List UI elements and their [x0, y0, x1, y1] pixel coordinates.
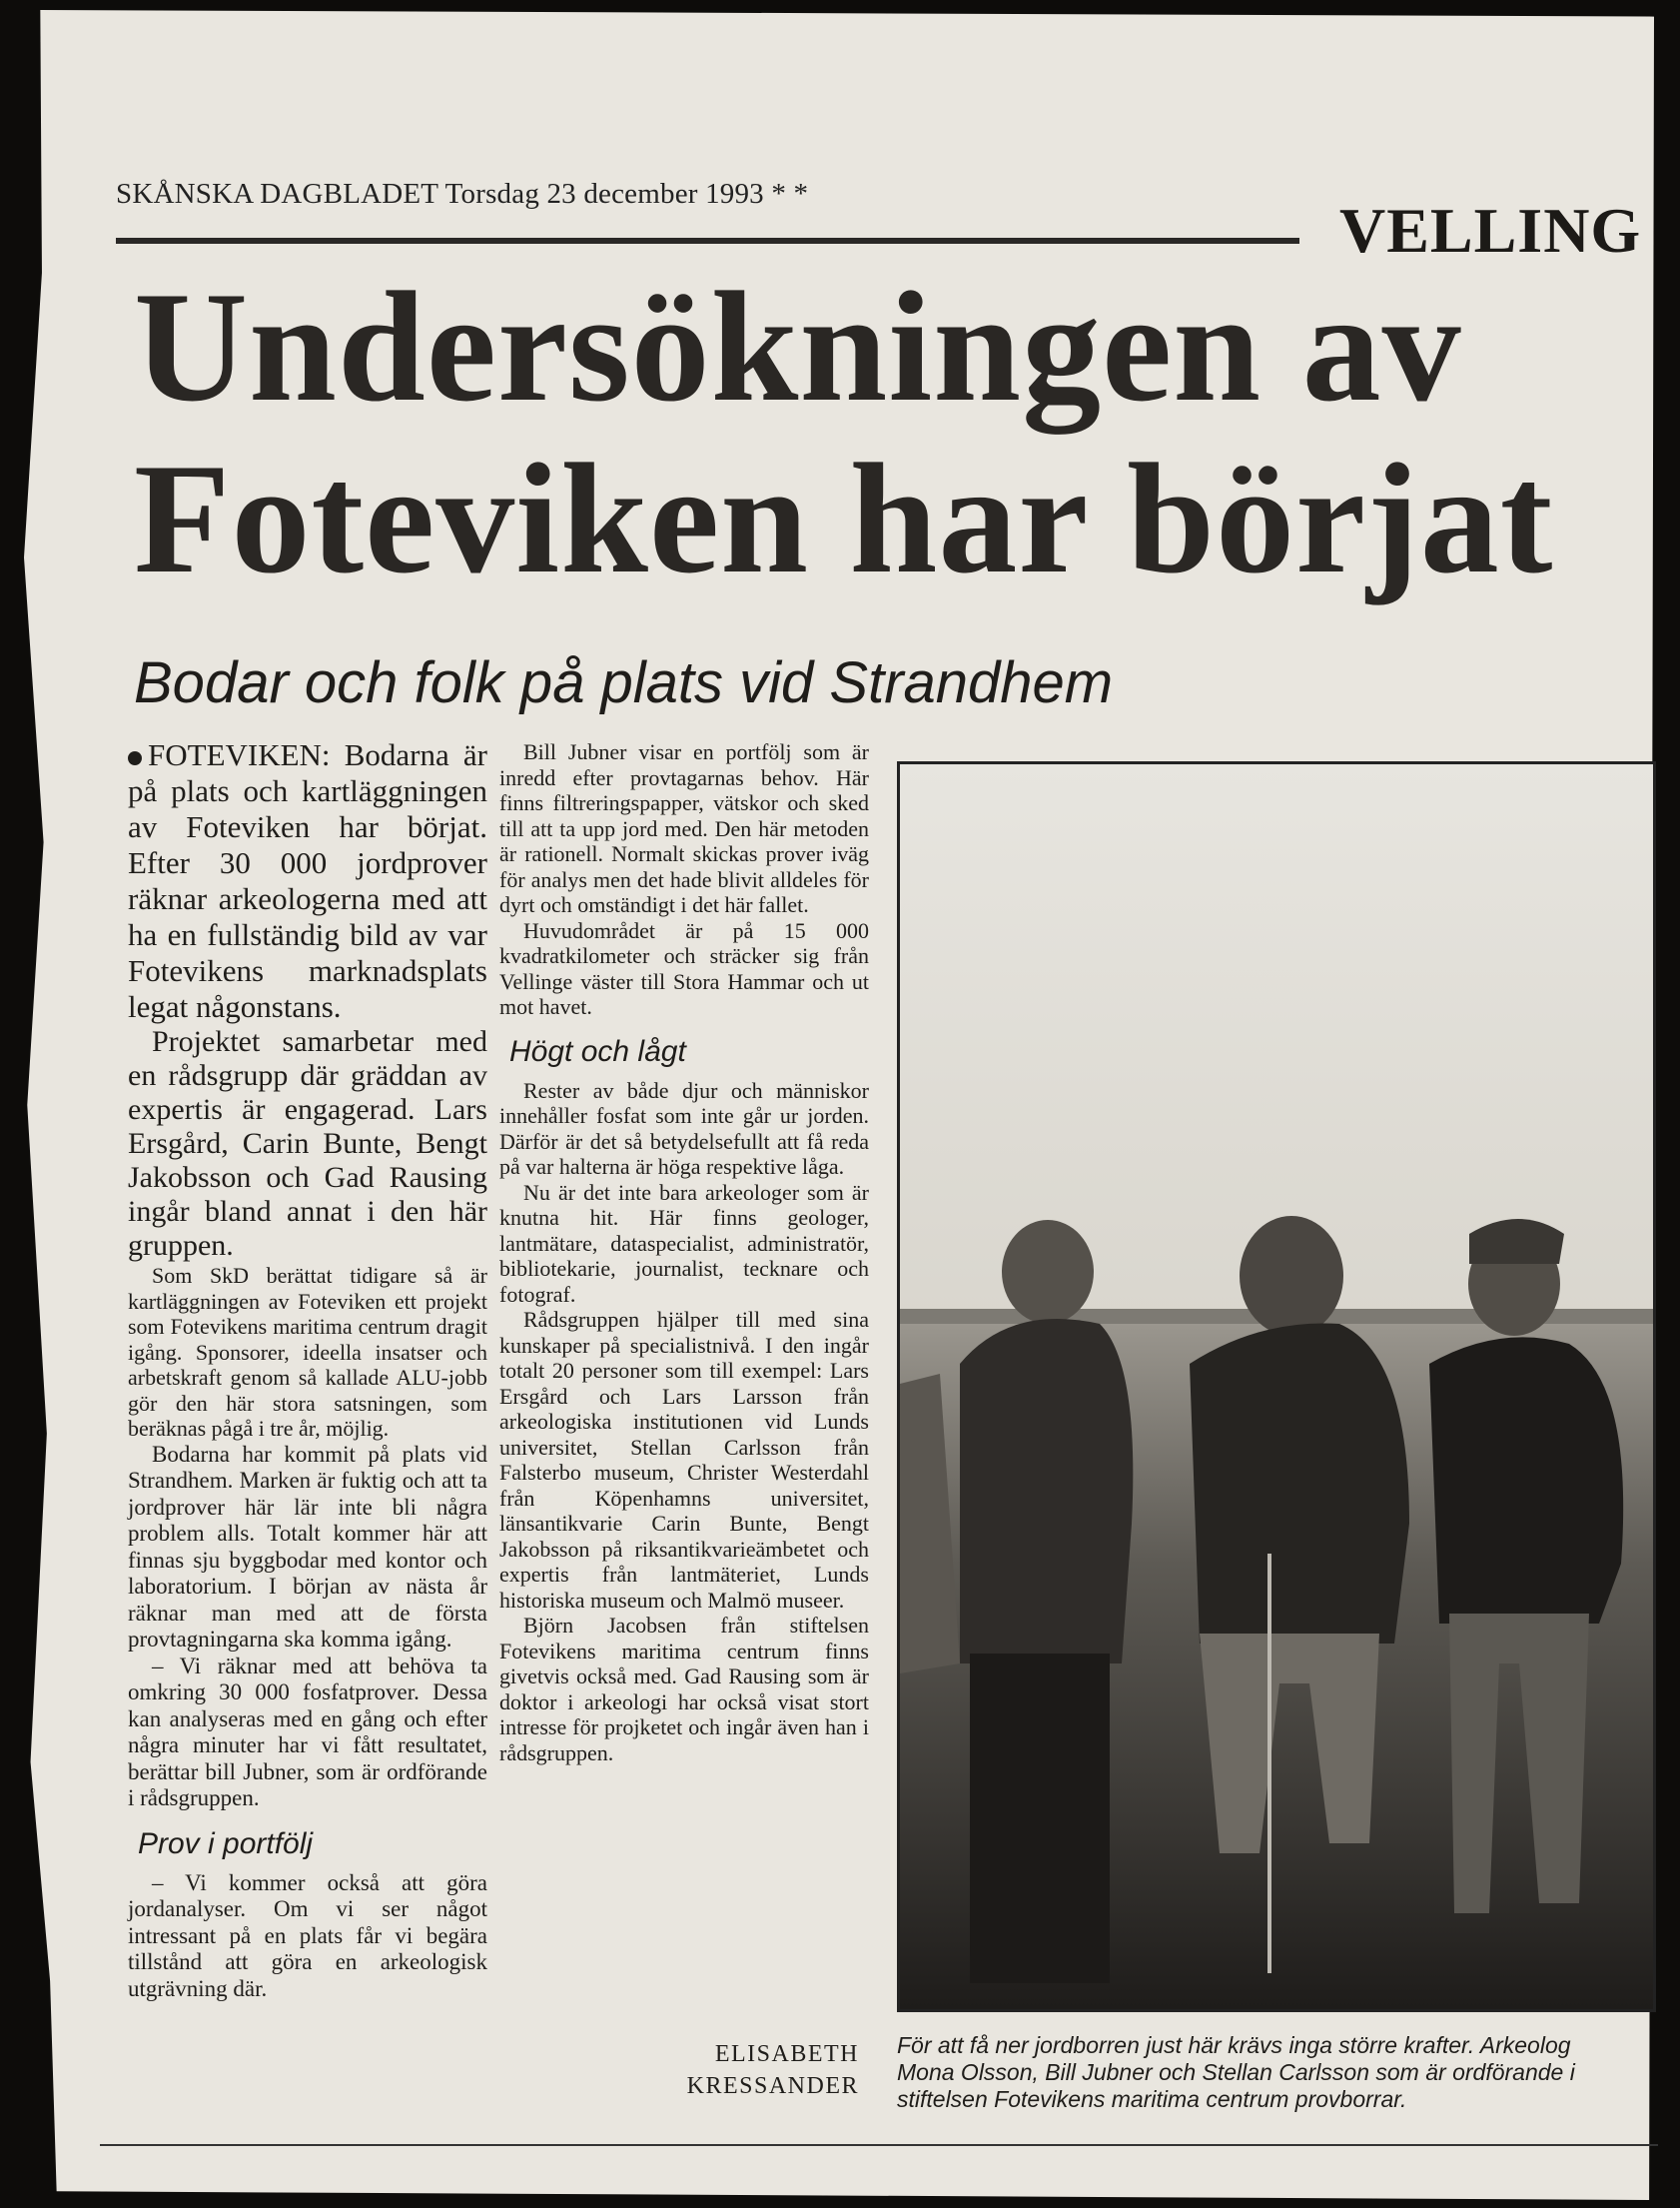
byline: [659, 2038, 859, 2102]
paragraph: Björn Jacobsen från stiftelsen Fotevikens maritima centrum finns givetvis också med. Gad Rausing som är doktor i arkeologi har också visat stort intresse för projketet och ingår även han i rådsgruppen.: [499, 1613, 869, 1765]
article-column-1: [128, 737, 487, 2002]
headline-line-1: Undersökningen av: [134, 260, 1462, 435]
paragraph: Bill Jubner visar en portfölj som är inredd efter provtagarnas behov. Här finns filtreringspapper, vätskor och sked till att ta upp jord med. Den här metoden är rationell. Normalt skickas prover iväg för analys men det hade blivit alldeles för dyrt och omständigt i det här fallet.: [499, 739, 869, 917]
paragraph: Nu är det inte bara arkeologer som är knutna hit. Här finns geologer, lantmätare, dataspecialist, administratör, bibliotekarie, journalist, tecknare och fotograf.: [499, 1179, 869, 1307]
section-subhead: Högt och lågt: [509, 1034, 686, 1068]
lead-paragraph: [128, 737, 487, 1025]
lead-text: FOTEVIKEN: Bodarna är på plats och kartläggningen av Foteviken har börjat. Efter 30 000 jordprover räknar arkeologerna med att ha en fullständig bild av var Fotevikens marknadsplats legat någonstans.: [128, 737, 487, 1024]
byline-first-name: ELISABETH: [714, 2041, 859, 2067]
bottom-rule: [100, 2144, 1658, 2146]
paragraph: Rådsgruppen hjälper till med sina kunskaper på specialistnivå. I den ingår totalt 20 personer som till exempel: Lars Ersgård och Lars Larsson från arkeologiska institutionen vid Lunds universitet, Stellan Carlsson från Falsterbo museum, Christer Westerdahl från Köpenhamns universitet, länsantikvarie Carin Bunte, Bengt Jakobsson på riksantikvarieämbetet och expertis från lantmäteriet, Lunds historiska museum och Malmö museer.: [499, 1307, 869, 1613]
paragraph: Projektet samarbetar med en rådsgrupp där gräddan av expertis är engagerad. Lars Ersgård, Carin Bunte, Bengt Jakobsson och Gad Rausing ingår bland annat i den här gruppen.: [128, 1025, 487, 1262]
news-photo: [897, 761, 1656, 2012]
paragraph: Bodarna har kommit på plats vid Strandhem. Marken är fuktig och att ta jordprover här lär inte bli några problem alls. Totalt kommer här att finnas sju byggbodar med kontor och laboratorium. I början av nästa år räknar man med att de första provtagningarna ska komma igång.: [128, 1441, 487, 1652]
headline-line-2: Foteviken har börjat: [134, 432, 1554, 606]
masthead-rule: [116, 238, 1299, 244]
paragraph: Som SkD berättat tidigare så är kartläggningen av Foteviken ett projekt som Fotevikens maritima centrum dragit igång. Sponsorer, ideella insatser och arbetskraft genom så kallade ALU-jobb gör den här stora satsningen, som beräknas pågå i tre år, möjlig.: [128, 1263, 487, 1441]
paragraph: Rester av både djur och människor innehåller fosfat som inte går ur jorden. Därför är det så betydelsefullt att få reda på var halterna är höga respektive låga.: [499, 1077, 869, 1179]
paragraph: Huvudområdet är på 15 000 kvadratkilometer och sträcker sig från Vellinge väster till Stora Hammar och ut mot havet.: [499, 917, 869, 1019]
section-tag: VELLING: [1339, 195, 1642, 266]
bullet-icon: [128, 751, 142, 765]
photo-caption: För att få ner jordborren just här krävs inga större krafter. Arkeolog Mona Olsson, Bill Jubner och Stellan Carlsson som är ordförande i stiftelsen Fotevikens maritima centrum provborrar.: [897, 2032, 1575, 2112]
paragraph: – Vi kommer också att göra jordanalyser. Om vi ser något intressant på en plats får vi begära tillstånd att göra en arkeologisk utgrävning där.: [128, 1869, 487, 2001]
masthead-row: [116, 178, 1654, 266]
article-column-2: [499, 739, 869, 1765]
section-subhead: Prov i portfölj: [138, 1826, 314, 1860]
headline: [134, 262, 1562, 605]
masthead: SKÅNSKA DAGBLADET Torsdag 23 december 1993 * *: [116, 178, 809, 210]
paragraph: – Vi räknar med att behöva ta omkring 30 000 fosfatprover. Dessa kan analyseras med en gång och efter några minuter har vi fått resultatet, berättar bill Jubner, som är ordförande i rådsgruppen.: [128, 1653, 487, 1810]
photo-image: [900, 764, 1653, 2009]
subheadline: Bodar och folk på plats vid Strandhem: [134, 650, 1114, 715]
byline-last-name: KRESSANDER: [686, 2073, 859, 2099]
